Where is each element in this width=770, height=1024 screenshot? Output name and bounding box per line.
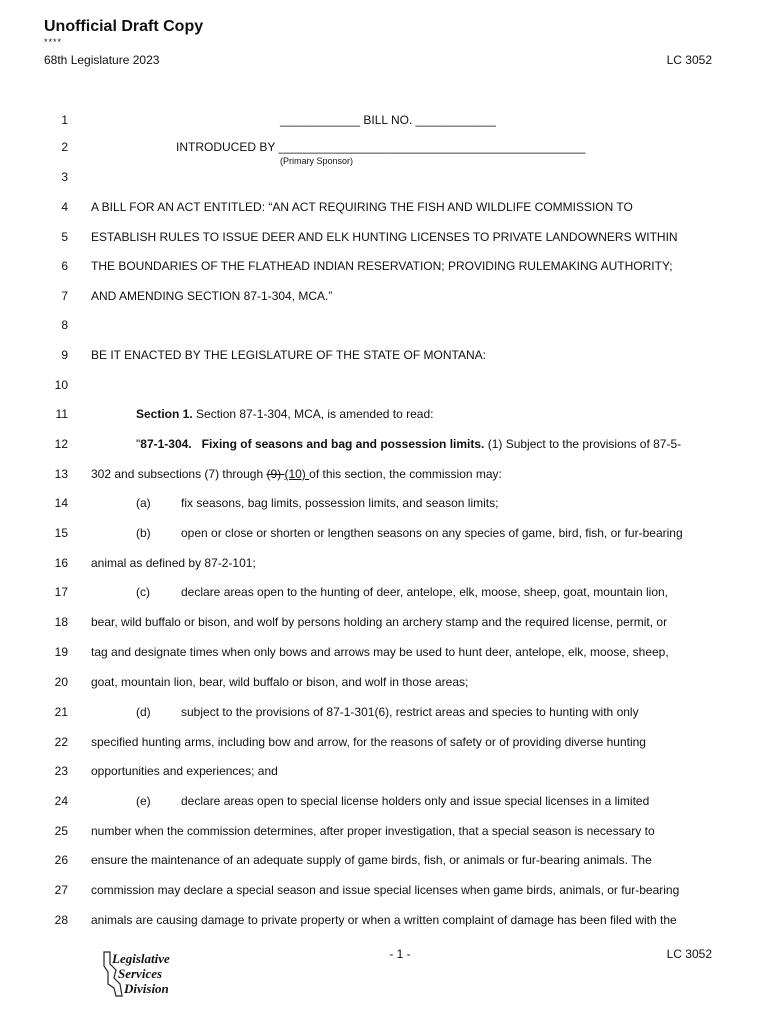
bill-text: THE BOUNDARIES OF THE FLATHEAD INDIAN RESERVATION; PROVIDING RULEMAKING AUTHORITY; [91, 259, 673, 273]
line-number: 7 [61, 289, 68, 303]
item-text: fix seasons, bag limits, possession limits, and season limits; [181, 496, 499, 510]
line-number: 19 [54, 645, 68, 659]
bill-line-20 [0, 672, 770, 692]
bill-line-12 [0, 434, 770, 454]
line-number: 26 [54, 853, 68, 867]
item-text: open or close or shorten or lengthen seasons on any species of game, bird, fish, or fur-bearing [181, 526, 683, 540]
bill-line-23 [0, 761, 770, 781]
line-number: 3 [61, 170, 68, 184]
line-number: 13 [54, 467, 68, 481]
line-number: 17 [54, 585, 68, 599]
line-number: 20 [54, 675, 68, 689]
bill-line-10 [0, 375, 770, 395]
section-text: Section 87-1-304, MCA, is amended to read: [192, 407, 434, 421]
line-number: 5 [61, 230, 68, 244]
bill-line-13 [0, 464, 770, 484]
open-quote: " [136, 437, 141, 451]
bill-line-25 [0, 821, 770, 841]
bill-text: opportunities and experiences; and [91, 764, 278, 778]
logo-line-2: Services [118, 966, 163, 981]
bill-line-24 [0, 791, 770, 811]
bill-text: animals are causing damage to private property or when a written complaint of damage has been filed with the [91, 913, 677, 927]
statute-text: (1) Subject to the provisions of 87-5- [484, 437, 682, 451]
bill-text: ESTABLISH RULES TO ISSUE DEER AND ELK HUNTING LICENSES TO PRIVATE LANDOWNERS WITHIN [91, 230, 678, 244]
item-label: (c) [136, 585, 150, 599]
bill-line-17 [0, 582, 770, 602]
bill-line-7 [0, 286, 770, 306]
bill-line-28 [0, 910, 770, 930]
bill-line-1 [0, 110, 770, 130]
line-number: 4 [61, 200, 68, 214]
line-number: 16 [54, 556, 68, 570]
bill-line-8 [0, 315, 770, 335]
line-number: 18 [54, 615, 68, 629]
bill-text: goat, mountain lion, bear, wild buffalo or bison, and wolf in those areas; [91, 675, 469, 689]
bill-text: specified hunting arms, including bow and arrow, for the reasons of safety or of providing diverse hunting [91, 735, 646, 749]
item-label: (b) [136, 526, 151, 540]
line-number: 28 [54, 913, 68, 927]
bill-line-22 [0, 732, 770, 752]
draft-stars: **** [44, 37, 63, 47]
bill-line-26 [0, 850, 770, 870]
statute-heading [136, 434, 712, 454]
primary-sponsor-note: (Primary Sponsor) [280, 156, 354, 166]
bill-text: number when the commission determines, after proper investigation, that a special season is necessary to [91, 824, 655, 838]
bill-text: AND AMENDING SECTION 87-1-304, MCA.” [91, 289, 333, 303]
text-segment: 302 and subsections (7) through [91, 467, 267, 481]
line-number: 6 [61, 259, 68, 273]
item-text: declare areas open to the hunting of deer, antelope, elk, moose, sheep, goat, mountain lion, [181, 585, 669, 599]
logo-line-3: Division [124, 981, 169, 996]
bill-text: ensure the maintenance of an adequate supply of game birds, fish, or animals or fur-bearing animals. The [91, 853, 652, 867]
item-label: (d) [136, 705, 151, 719]
lc-number-footer: LC 3052 [666, 947, 712, 961]
bill-line-3 [0, 167, 770, 187]
bill-text: bear, wild buffalo or bison, and wolf by persons holding an archery stamp and the required license, permit, or [91, 615, 668, 629]
item-label: (e) [136, 794, 151, 808]
bill-line-21 [0, 702, 770, 722]
line-number: 2 [61, 140, 68, 154]
bill-line-9 [0, 345, 770, 365]
line-number: 14 [54, 496, 68, 510]
item-text: subject to the provisions of 87-1-301(6), restrict areas and species to hunting with only [181, 705, 639, 719]
stricken-text: (9) [266, 467, 285, 481]
section-heading [136, 404, 712, 424]
page-number: - 1 - [389, 947, 411, 961]
line-number: 21 [54, 705, 68, 719]
line-number: 22 [54, 735, 68, 749]
item-label: (a) [136, 496, 151, 510]
line-number: 12 [54, 437, 68, 451]
line-number: 24 [54, 794, 68, 808]
statute-title: 87-1-304. Fixing of seasons and bag and possession limits. [140, 437, 485, 451]
bill-line-6 [0, 256, 770, 276]
bill-number-blank: ____________ BILL NO. ____________ [280, 113, 496, 127]
draft-title: Unofficial Draft Copy [44, 18, 204, 35]
section-number: Section 1. [136, 407, 193, 421]
line-number: 8 [61, 318, 68, 332]
text-segment: of this section, the commission may: [309, 467, 502, 481]
introduced-by: INTRODUCED BY ______________________________________________ [176, 140, 586, 154]
line-number: 15 [54, 526, 68, 540]
line-number: 25 [54, 824, 68, 838]
bill-text [91, 464, 712, 484]
line-number: 1 [61, 113, 68, 127]
bill-line-19 [0, 642, 770, 662]
legislature-label: 68th Legislature 2023 [44, 53, 160, 67]
enacting-clause: BE IT ENACTED BY THE LEGISLATURE OF THE STATE OF MONTANA: [91, 348, 486, 362]
bill-text: tag and designate times when only bows and arrows may be used to hunt deer, antelope, elk, moose, sheep, [91, 645, 669, 659]
line-number: 23 [54, 764, 68, 778]
bill-line-5 [0, 227, 770, 247]
bill-line-11 [0, 404, 770, 424]
bill-line-4 [0, 197, 770, 217]
bill-line-18 [0, 612, 770, 632]
line-number: 9 [61, 348, 68, 362]
bill-text: animal as defined by 87-2-101; [91, 556, 256, 570]
lc-number-header: LC 3052 [666, 53, 712, 67]
line-number: 11 [55, 407, 68, 421]
bill-line-2 [0, 137, 770, 157]
legislative-services-logo [100, 948, 190, 1005]
logo-line-1: Legislative [112, 951, 170, 966]
montana-outline-icon [100, 948, 190, 1000]
line-number: 27 [54, 883, 68, 897]
bill-line-27 [0, 880, 770, 900]
inserted-text: (10) [284, 467, 310, 481]
line-number: 10 [54, 378, 68, 392]
bill-line-16 [0, 553, 770, 573]
bill-line-15 [0, 523, 770, 543]
bill-text: A BILL FOR AN ACT ENTITLED: “AN ACT REQUIRING THE FISH AND WILDLIFE COMMISSION TO [91, 200, 633, 214]
bill-text: commission may declare a special season and issue special licenses when game birds, animals, or fur-bearing [91, 883, 680, 897]
bill-line-14 [0, 493, 770, 513]
item-text: declare areas open to special license holders only and issue special licenses in a limited [181, 794, 650, 808]
